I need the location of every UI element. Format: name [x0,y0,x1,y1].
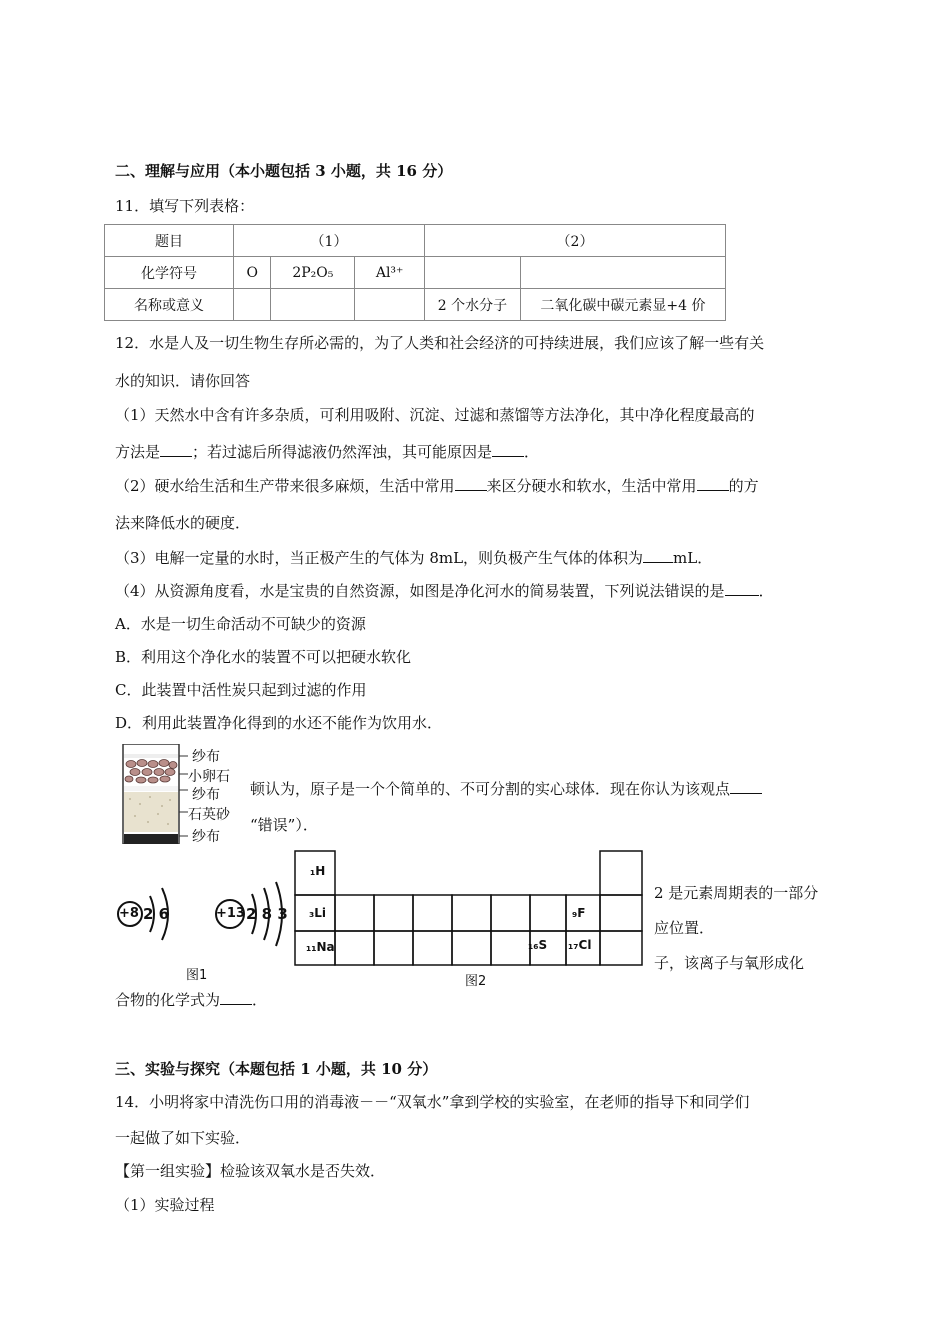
q13-line-3: 2 是元素周期表的一部分 [654,884,819,902]
atom2-nucleus: +13 [216,906,245,921]
figure-2-caption: 图2 [465,974,487,989]
table-row [105,289,726,321]
question-14-b: 一起做了如下实验． [115,1129,251,1147]
q13-line-2: “错误”）． [250,816,318,834]
atom2-shells: 2 8 3 [246,905,288,923]
experiment-group-1: 【第一组实验】检验该双氧水是否失效． [115,1162,386,1180]
table-cell: O [234,257,271,289]
q12-part2-b: 法来降低水的硬度． [115,514,251,532]
filter-label: 小卵石 [188,769,230,785]
table-cell: 二氧化碳中碳元素显+4 价 [520,289,725,321]
table-row [105,225,726,257]
q12-part3: （3）电解一定量的水时，当正极产生的气体为 8mL，则负极产生气体的体积为 mL． [115,549,713,567]
element-s: ₁₆S [528,938,548,952]
q12-part1-a: （1）天然水中含有许多杂质，可利用吸附、沉淀、过滤和蒸馏等方法净化，其中净化程度最高的 [115,406,755,424]
figure-1-caption: 图1 [186,968,208,983]
option-c: C．此装置中活性炭只起到过滤的作用 [115,681,367,699]
filter-label: 纱布 [192,749,220,765]
section-3-title: 三、实验与探究（本题包括 1 小题，共 10 分） [115,1060,438,1078]
filter-label: 纱布 [192,829,220,845]
table-row [105,257,726,289]
table-cell [520,257,725,289]
q12-part1-b: 方法是 ；若过滤后所得滤液仍然浑浊，其可能原因是 ． [115,443,540,461]
table-cell: Al³⁺ [355,257,425,289]
element-cl: ₁₇Cl [568,938,592,952]
table-cell: （2） [425,225,726,257]
water-filter-drawing [120,744,248,844]
q13-line-4: 应位置． [654,919,715,937]
option-d: D．利用此装置净化得到的水还不能作为饮用水． [115,714,443,732]
q12-intro-2: 水的知识．请你回答 [115,372,251,390]
atom1-nucleus: +8 [119,906,139,921]
filter-label: 纱布 [192,787,220,803]
table-cell: 名称或意义 [105,289,234,321]
table-cell: （1） [234,225,425,257]
element-li: ₃Li [309,906,327,920]
atom-and-periodic-figure [110,846,650,989]
filter-label: 石英砂 [188,807,230,823]
table-cell [355,289,425,321]
question-14-a: 14．小明将家中清洗伤口用的消毒液－－“双氧水”拿到学校的实验室，在老师的指导下和同学们 [115,1093,750,1111]
table-cell [234,289,271,321]
table-cell: 题目 [105,225,234,257]
q13-line-5: 子，该离子与氧形成化 [654,954,805,972]
periodic-table-fragment [290,846,650,970]
symbol-table [104,224,726,321]
table-cell: 2P₂O₅ [271,257,355,289]
element-na: ₁₁Na [306,940,335,954]
q13-line-1: 顿认为，原子是一个个简单的、不可分割的实心球体．现在你认为该观点 [250,778,762,799]
table-cell: 化学符号 [105,257,234,289]
experiment-step-1: （1）实验过程 [115,1196,215,1214]
table-cell: 2 个水分子 [425,289,521,321]
table-cell [271,289,355,321]
table-cell [425,257,521,289]
atom1-shells: 2 6 [143,905,170,923]
element-f: ₉F [572,906,586,920]
question-11: 11．填写下列表格： [115,197,255,215]
water-filter-figure [120,744,248,844]
q12-intro-1: 12．水是人及一切生物生存所必需的，为了人类和社会经济的可持续进展，我们应该了解一些有关 [115,334,765,352]
element-h: ₁H [310,864,326,878]
q12-part2-a: （2）硬水给生活和生产带来很多麻烦，生活中常用 来区分硬水和软水，生活中常用 的方 [115,477,759,495]
option-a: A．水是一切生命活动不可缺少的资源 [115,615,366,633]
section-2-title: 二、理解与应用（本小题包括 3 小题，共 16 分） [115,162,453,180]
option-b: B．利用这个净化水的装置不可以把硬水软化 [115,648,412,666]
q12-part4: （4）从资源角度看，水是宝贵的自然资源，如图是净化河水的简易装置，下列说法错误的是 ． [115,582,774,600]
q13-line-6: 合物的化学式为 ． [115,991,268,1009]
